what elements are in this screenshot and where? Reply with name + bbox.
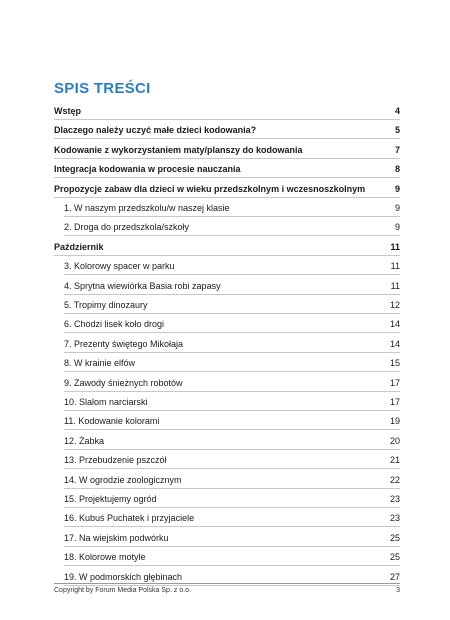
toc-entry-label: 18. Kolorowe motyle	[64, 552, 146, 563]
toc-entry-page: 14	[389, 319, 400, 330]
toc-entry-label: Kodowanie z wykorzystaniem maty/planszy do kodowania	[54, 144, 303, 155]
toc-divider	[64, 313, 400, 314]
toc-divider	[64, 391, 400, 392]
toc-entry-page: 14	[389, 338, 400, 349]
toc-entry	[64, 532, 400, 544]
toc-entry	[64, 318, 400, 330]
toc-entry-label: Wstęp	[54, 106, 81, 116]
toc-divider	[64, 449, 400, 450]
toc-entry-label: 7. Prezenty świętego Mikołaja	[64, 338, 184, 349]
toc-entry-label: Październik	[54, 241, 104, 252]
footer-page-number: 3	[396, 587, 400, 594]
toc-entry-page: 25	[389, 532, 400, 543]
toc-entry-label: 2. Droga do przedszkola/szkoły	[64, 222, 190, 233]
toc-entry-label: 15. Projektujemy ogród	[64, 494, 157, 504]
toc-entry	[64, 512, 400, 524]
toc-entry	[54, 105, 400, 117]
toc-divider	[64, 274, 400, 275]
toc-entry-page: 11	[390, 241, 400, 252]
toc-entry-page: 19	[389, 416, 400, 427]
page-footer	[54, 587, 400, 594]
toc-entry-label: 12. Żabka	[64, 435, 105, 446]
toc-entry	[64, 571, 400, 583]
toc-divider	[64, 429, 400, 430]
toc-divider	[64, 235, 400, 236]
toc-entry-page: 4	[394, 106, 400, 116]
toc-divider	[64, 585, 400, 586]
toc-entry	[54, 124, 400, 136]
toc-entry-label: 14. W ogrodzie zoologicznym	[64, 474, 182, 485]
toc-entry-page: 20	[389, 435, 400, 446]
toc-divider	[54, 197, 400, 198]
toc-divider	[64, 546, 400, 547]
toc-entry-label: 8. W krainie elfów	[64, 358, 136, 369]
toc-entry	[54, 241, 400, 253]
toc-entry	[64, 202, 400, 214]
toc-entry	[64, 260, 400, 272]
toc-entry-page: 23	[389, 513, 400, 524]
toc-divider	[64, 216, 400, 217]
toc-entry-label: Integracja kodowania w procesie nauczania	[54, 164, 241, 175]
toc-entry-page: 11	[390, 280, 400, 291]
toc-divider	[54, 119, 400, 120]
toc-entry	[64, 493, 400, 505]
toc-entry	[64, 221, 400, 233]
toc-divider	[64, 371, 400, 372]
toc-entry-label: Propozycje zabaw dla dzieci w wieku przedszkolnym i wczesnoszkolnym	[54, 183, 366, 194]
toc-entry	[64, 338, 400, 350]
toc-entry-page: 9	[394, 222, 400, 233]
toc-divider	[64, 507, 400, 508]
toc-entry-label: Dlaczego należy uczyć małe dzieci kodowania?	[54, 125, 257, 136]
toc-entry-page: 23	[389, 494, 400, 504]
toc-entry-label: 3. Kolorowy spacer w parku	[64, 261, 175, 272]
toc-entry-label: 11. Kodowanie kolorami	[64, 416, 160, 427]
toc-entry-page: 5	[394, 125, 400, 136]
toc-entry	[64, 435, 400, 447]
toc-entry	[64, 377, 400, 389]
toc-entry	[54, 163, 400, 175]
toc-entry	[54, 144, 400, 156]
toc-entry-page: 8	[394, 164, 400, 175]
toc-divider	[64, 410, 400, 411]
toc-entry-label: 6. Chodzi lisek koło drogi	[64, 319, 165, 330]
toc-divider	[64, 526, 400, 527]
toc-entry-label: 16. Kubuś Puchatek i przyjaciele	[64, 513, 195, 524]
footer-copyright: Copyright by Forum Media Polska Sp. z o.o.	[54, 587, 191, 594]
toc-entry	[64, 396, 400, 408]
toc-divider	[54, 255, 400, 256]
toc-entry-page: 17	[389, 377, 400, 388]
toc-entry-page: 27	[389, 571, 400, 582]
toc-entry	[64, 357, 400, 369]
toc-entry	[64, 299, 400, 311]
toc-entry-page: 21	[389, 455, 400, 466]
toc-divider	[64, 352, 400, 353]
toc-entry-label: 10. Slalom narciarski	[64, 397, 148, 407]
toc-entry-label: 13. Przebudzenie pszczół	[64, 455, 167, 466]
toc-divider	[64, 294, 400, 295]
toc-entry-page: 17	[389, 397, 400, 407]
toc-entry-page: 25	[389, 552, 400, 563]
toc-entry	[64, 454, 400, 466]
toc-entry	[64, 280, 400, 292]
toc-entry-label: 5. Tropimy dinozaury	[64, 300, 148, 310]
toc-entry-page: 7	[394, 144, 400, 155]
toc-entry-label: 19. W podmorskich głębinach	[64, 571, 183, 582]
toc-divider	[54, 177, 400, 178]
toc-entry-page: 11	[390, 261, 400, 272]
toc-entry-page: 15	[389, 358, 400, 369]
toc-entry-label: 17. Na wiejskim podwórku	[64, 532, 169, 543]
toc-entry-page: 9	[394, 183, 400, 194]
toc-entry-page: 22	[389, 474, 400, 485]
toc-entry-page: 9	[394, 203, 400, 213]
toc-divider	[54, 158, 400, 159]
toc-divider	[64, 468, 400, 469]
toc-entry	[64, 551, 400, 563]
toc-divider	[54, 138, 400, 139]
footer-divider	[54, 583, 400, 584]
toc-divider	[64, 488, 400, 489]
toc-entry-label: 4. Sprytna wiewiórka Basia robi zapasy	[64, 280, 221, 291]
toc-divider	[64, 565, 400, 566]
toc-entry-page: 12	[389, 300, 400, 310]
toc-entry	[64, 415, 400, 427]
toc-entry	[54, 183, 400, 195]
toc-divider	[64, 332, 400, 333]
page-title: SPIS TREŚCI	[54, 80, 151, 97]
toc-entry-label: 9. Zawody śnieżnych robotów	[64, 377, 183, 388]
toc-entry	[64, 474, 400, 486]
toc-entry-label: 1. W naszym przedszkolu/w naszej klasie	[64, 203, 230, 213]
